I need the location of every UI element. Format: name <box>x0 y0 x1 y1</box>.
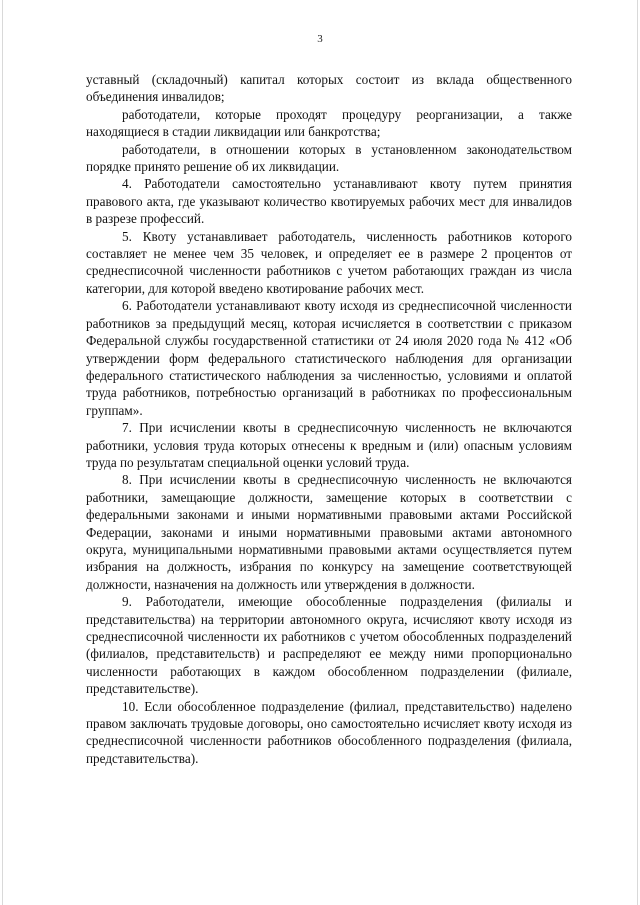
paragraph-2: работодатели, которые проходят процедуру реорганизации, а также находящиеся в стадии ликвидации или банкротства; <box>86 106 572 140</box>
scan-edge-left <box>2 0 3 905</box>
paragraph-item-8: 8. При исчислении квоты в среднесписочную численность не включаются работники, замещающие должности, замещение которых в соответствии с федеральными законами и иными нормативными правовыми актами Российской Федерации, законами и иными нормативными правовыми актами автономного округа, муниципальными нормативными правовыми актами осуществляется путем избрания на должность, избрания по конкурсу на замещение соответствующей должности, назначения на должность или утверждения в должности. <box>86 472 572 592</box>
scan-edge-right <box>637 0 638 905</box>
paragraph-item-6: 6. Работодатели устанавливают квоту исходя из среднесписочной численности работников за предыдущий месяц, которая исчисляется в соответствии с приказом Федеральной службы государственной статистики от 24 июля 2020 года № 412 «Об утверждении форм федерального статистического наблюдения для организации федерального статистического наблюдения за численностью, условиями и оплатой труда работников, потребностью организаций в работниках по профессиональным группам». <box>86 298 572 418</box>
paragraph-item-5: 5. Квоту устанавливает работодатель, численность работников которого составляет не менее чем 35 человек, и определяет ее в размере 2 процентов от среднесписочной численности работников с учетом работающих граждан из числа категории, для которой введено квотирование рабочих мест. <box>86 228 572 296</box>
page-number: 3 <box>317 33 323 45</box>
document-body <box>86 71 572 767</box>
paragraph-3: работодатели, в отношении которых в установленном законодательством порядке принято решение об их ликвидации. <box>86 141 572 175</box>
paragraph-1: уставный (складочный) капитал которых состоит из вклада общественного объединения инвалидов; <box>86 72 572 105</box>
paragraph-item-10: 10. Если обособленное подразделение (филиал, представительство) наделено правом заключать трудовые договоры, оно самостоятельно исчисляет квоту исходя из среднесписочной численности работников обособленного подразделения (филиала, представительства). <box>86 698 572 766</box>
paragraph-item-9: 9. Работодатели, имеющие обособленные подразделения (филиалы и представительства) на территории автономного округа, исчисляют квоту исходя из среднесписочной численности их работников с учетом обособленных подразделений (филиалов, представительств) и распределяют ее между ними пропорционально численности работающих в каждом обособленном подразделении (филиале, представительстве). <box>86 594 572 697</box>
paragraph-item-4: 4. Работодатели самостоятельно устанавливают квоту путем принятия правового акта, где указывают количество квотируемых рабочих мест для инвалидов в разрезе профессий. <box>86 176 572 227</box>
paragraph-item-7: 7. При исчислении квоты в среднесписочную численность не включаются работники, условия труда которых отнесены к вредным и (или) опасным условиям труда по результатам специальной оценки условий труда. <box>86 420 572 470</box>
